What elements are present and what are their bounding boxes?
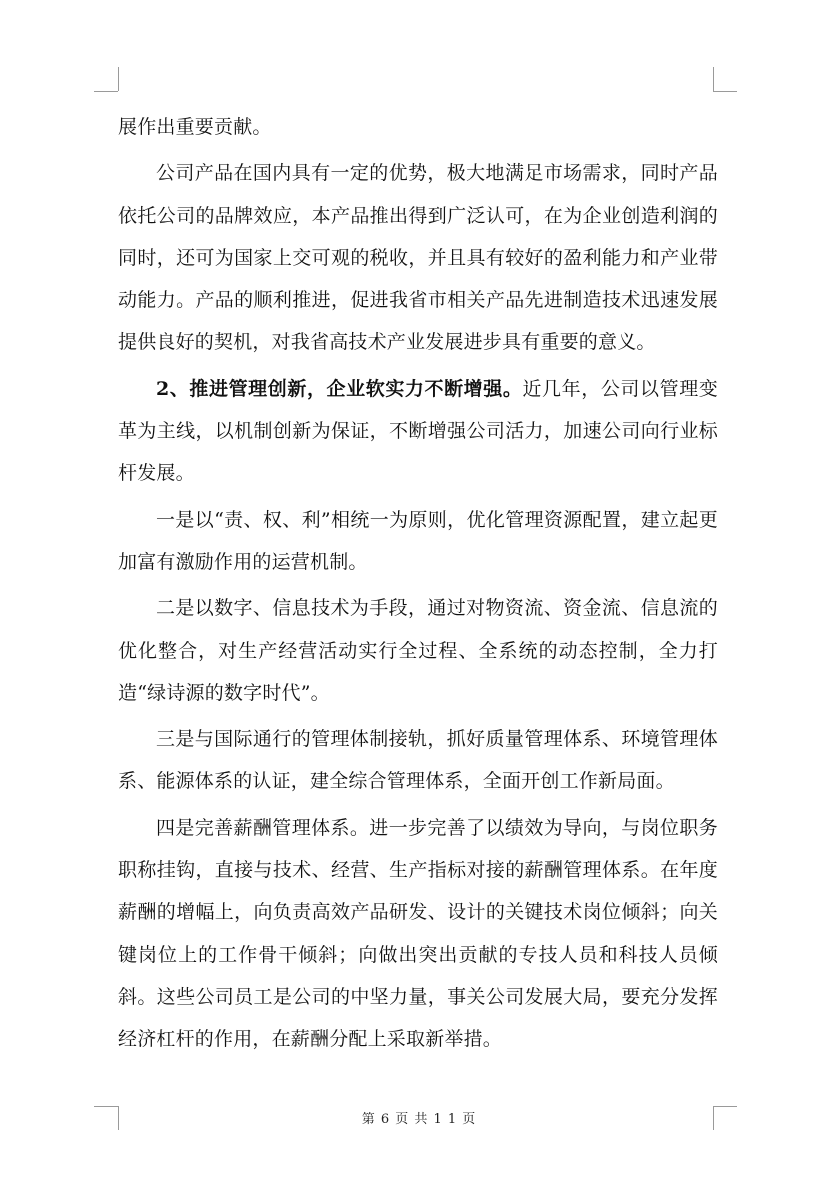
paragraph-point-one: 一是以“责、权、利”相统一为原则，优化管理资源配置，建立起更加富有激励作用的运营机制。 bbox=[118, 508, 718, 573]
document-body bbox=[118, 106, 718, 1061]
section-heading-body: 近几年，公司以管理变革为主线，以机制创新为保证，不断增强公司活力，加速公司向行业标杆发展。 bbox=[118, 377, 718, 485]
paragraph-point-four: 四是完善薪酬管理体系。进一步完善了以绩效为导向，与岗位职务职称挂钩，直接与技术、经营、生产指标对接的薪酬管理体系。在年度薪酬的增幅上，向负责高效产品研发、设计的关键技术岗位倾斜；向关键岗位上的工作骨干倾斜；向做出突出贡献的专技人员和科技人员倾斜。这些公司员工是公司的中坚力量，事关公司发展大局，要充分发挥经济杠杆的作用，在薪酬分配上采取新举措。 bbox=[118, 816, 718, 1051]
paragraph-management-innovation bbox=[118, 368, 718, 495]
paragraph-continuation: 展作出重要贡献。 bbox=[118, 116, 272, 138]
crop-mark-top-left-v bbox=[118, 67, 119, 91]
crop-mark-top-right-v bbox=[713, 67, 714, 91]
crop-mark-bottom-right-h bbox=[713, 1106, 737, 1107]
paragraph-point-three: 三是与国际通行的管理体制接轨，抓好质量管理体系、环境管理体系、能源体系的认证，建全综合管理体系，全面开创工作新局面。 bbox=[118, 728, 718, 793]
crop-mark-top-left-h bbox=[94, 91, 118, 92]
paragraph-point-two: 二是以数字、信息技术为手段，通过对物资流、资金流、信息流的优化整合，对生产经营活动实行全过程、全系统的动态控制，全力打造“绿诗源的数字时代”。 bbox=[118, 597, 718, 704]
crop-mark-top-right-h bbox=[713, 91, 737, 92]
paragraph-product-advantage: 公司产品在国内具有一定的优势，极大地满足市场需求，同时产品依托公司的品牌效应，本产品推出得到广泛认可，在为企业创造利润的同时，还可为国家上交可观的税收，并且具有较好的盈利能力和产业带动能力。产品的顺利推进，促进我省市相关产品先进制造技术迅速发展提供良好的契机，对我省高技术产业发展进步具有重要的意义。 bbox=[118, 162, 718, 354]
section-heading: 2、推进管理创新，企业软实力不断增强。 bbox=[156, 377, 523, 400]
crop-mark-bottom-left-h bbox=[94, 1106, 118, 1107]
page-number-footer: 第 6 页 共 1 1 页 bbox=[361, 1112, 477, 1127]
